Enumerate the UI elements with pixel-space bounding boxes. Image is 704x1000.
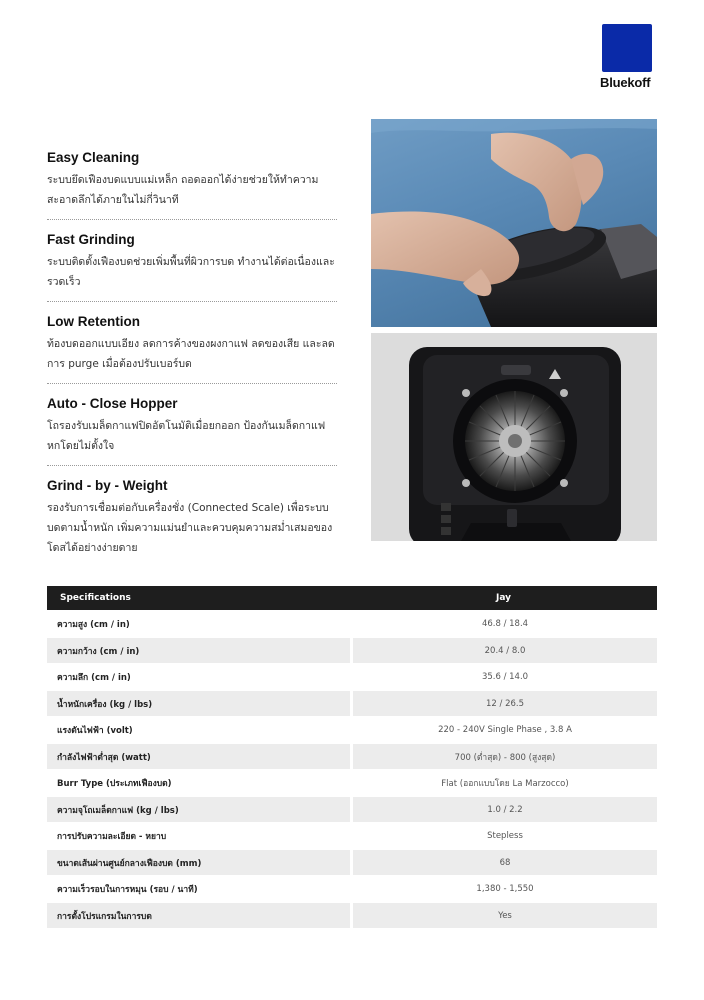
spec-label: การปรับความละเอียด - หยาบ [57, 832, 167, 842]
spec-label: ความกว้าง (cm / in) [47, 638, 350, 663]
spec-value: Yes [350, 903, 657, 928]
spec-value: 1,380 - 1,550 [350, 877, 657, 902]
table-row [47, 665, 657, 690]
spec-label: กำลังไฟฟ้าต่ำสุด (watt) [47, 744, 350, 769]
logo-mark [602, 24, 652, 72]
spec-label: ความจุโถเมล็ดกาแฟ (kg / lbs) [47, 797, 350, 822]
spec-value: 20.4 / 8.0 [350, 638, 657, 663]
feature-text: รองรับการเชื่อมต่อกับเครื่องชั่ง (Connected Scale) เพื่อระบบบดตามน้ำหนัก เพิ่มความแม่นยำและควบคุมความสม่ำเสมอของโดสได้อย่างง่ายดาย [47, 502, 333, 554]
spec-label: น้ำหนักเครื่อง (kg / lbs) [47, 691, 350, 716]
spec-value: 35.6 / 14.0 [350, 665, 657, 690]
feature-item [47, 394, 337, 466]
header-label: Specifications [60, 593, 131, 603]
spec-value: 1.0 / 2.2 [350, 797, 657, 822]
table-header [47, 586, 657, 610]
feature-item [47, 312, 337, 384]
feature-title: Easy Cleaning [47, 150, 140, 165]
feature-item [47, 476, 337, 567]
spec-label: ความเร็วรอบในการหมุน (รอบ / นาที) [57, 885, 198, 895]
brand-logo [600, 24, 658, 90]
spec-label: แรงดันไฟฟ้า (volt) [57, 726, 133, 736]
photo-grinder-burr-top-view [371, 333, 657, 541]
specifications-table [47, 586, 657, 928]
feature-title: Auto - Close Hopper [47, 396, 178, 411]
feature-text: โถรองรับเมล็ดกาแฟปิดอัตโนมัติเมื่อยกออก ป้องกันเมล็ดกาแฟหกโดยไม่ตั้งใจ [47, 420, 326, 452]
spec-label: การตั้งโปรแกรมในการบด [47, 903, 350, 928]
table-row [47, 824, 657, 849]
table-row [47, 771, 657, 796]
table-row [47, 903, 657, 928]
spec-value: Stepless [350, 824, 657, 849]
header-model: Jay [495, 593, 511, 603]
feature-item [47, 148, 337, 220]
table-row [47, 850, 657, 875]
table-row [47, 877, 657, 902]
spec-label: ขนาดเส้นผ่านศูนย์กลางเฟืองบด (mm) [47, 850, 350, 875]
feature-list [47, 148, 337, 577]
feature-title: Grind - by - Weight [47, 478, 168, 493]
feature-title: Low Retention [47, 314, 140, 329]
spec-label: ความลึก (cm / in) [57, 673, 131, 683]
table-row [47, 638, 657, 663]
logo-text: Bluekoff [600, 75, 651, 90]
table-row [47, 797, 657, 822]
photo-hands-removing-burr [371, 119, 657, 327]
spec-label: Burr Type (ประเภทเฟืองบด) [57, 779, 172, 789]
spec-value: 46.8 / 18.4 [350, 612, 657, 637]
spec-label: ความสูง (cm / in) [57, 620, 130, 630]
table-row [47, 691, 657, 716]
feature-text: ระบบติดตั้งเฟืองบดช่วยเพิ่มพื้นที่ผิวการบด ทำงานได้ต่อเนื่องและรวดเร็ว [47, 256, 335, 288]
feature-text: ระบบยึดเฟืองบดแบบแม่เหล็ก ถอดออกได้ง่ายช่วยให้ทำความสะอาดลึกได้ภายในไม่กี่วินาที [47, 174, 319, 206]
spec-value: 68 [350, 850, 657, 875]
feature-item [47, 230, 337, 302]
table-row [47, 744, 657, 769]
table-row [47, 612, 657, 637]
spec-value: Flat (ออกแบบโดย La Marzocco) [350, 771, 657, 796]
spec-value: 700 (ต่ำสุด) - 800 (สูงสุด) [350, 744, 657, 769]
feature-title: Fast Grinding [47, 232, 135, 247]
table-row [47, 718, 657, 743]
spec-value: 12 / 26.5 [350, 691, 657, 716]
spec-value: 220 - 240V Single Phase , 3.8 A [350, 718, 657, 743]
feature-text: ท้องบดออกแบบเอียง ลดการค้างของผงกาแฟ ลดของเสีย และลดการ purge เมื่อต้องปรับเบอร์บด [47, 338, 335, 370]
